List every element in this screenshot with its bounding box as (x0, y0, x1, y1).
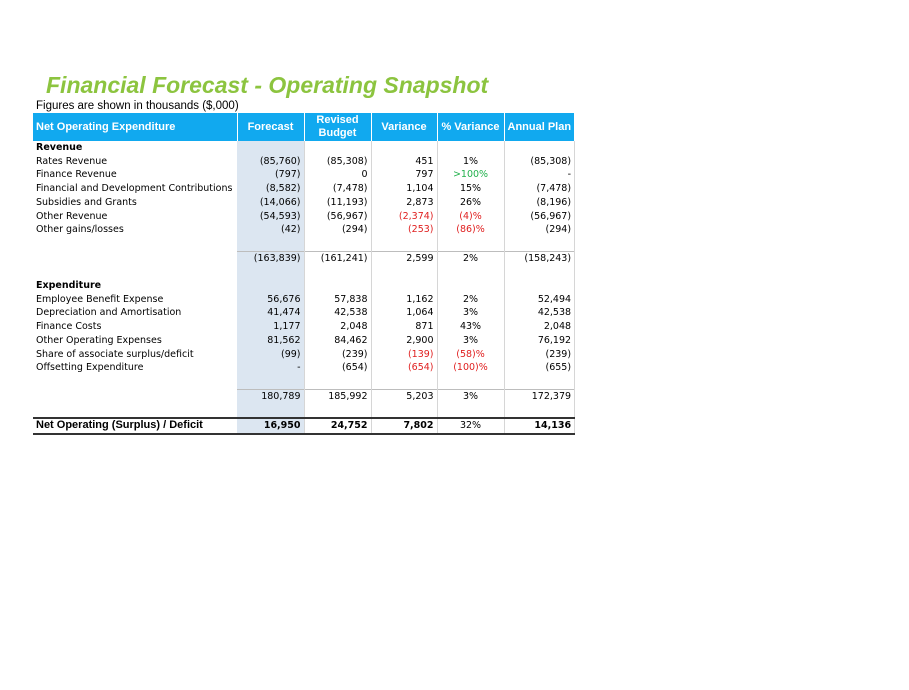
forecast-total-cell: 180,789 (237, 389, 304, 403)
revised-budget-total-cell: (161,241) (304, 251, 371, 265)
forecast-cell: 56,676 (237, 293, 304, 307)
section-label: Expenditure (36, 280, 102, 291)
forecast-cell: (54,593) (237, 210, 304, 224)
revised-budget-cell: (294) (304, 223, 371, 237)
page-subtitle: Figures are shown in thousands ($,000) (36, 100, 239, 112)
spacer-row (33, 403, 575, 418)
annual-plan-cell: (56,967) (504, 210, 575, 224)
column-header-pct-variance: % Variance (437, 113, 504, 141)
row-label: Offsetting Expenditure (36, 362, 144, 374)
forecast-cell: (42) (237, 223, 304, 237)
variance-cell: 2,873 (371, 196, 437, 210)
forecast-total-cell: (163,839) (237, 251, 304, 265)
annual-plan-cell: - (504, 168, 575, 182)
variance-cell: (253) (371, 223, 437, 237)
table-row (33, 196, 575, 210)
net-operating-label: Net Operating (Surplus) / Deficit (33, 418, 237, 434)
annual-plan-cell: (239) (504, 348, 575, 362)
table-row (33, 210, 575, 224)
table-row (33, 320, 575, 334)
net-operating-row (33, 418, 575, 434)
table-row (33, 168, 575, 182)
operating-snapshot-table (33, 113, 575, 435)
net-pct-variance-cell: 32% (437, 418, 504, 434)
forecast-cell: - (237, 361, 304, 375)
pct-variance-total-cell: 3% (437, 389, 504, 403)
variance-cell: 1,104 (371, 182, 437, 196)
row-label: Employee Benefit Expense (36, 293, 164, 305)
variance-cell: 871 (371, 320, 437, 334)
variance-cell: 1,064 (371, 306, 437, 320)
revised-budget-cell: (654) (304, 361, 371, 375)
variance-cell: 451 (371, 155, 437, 169)
table-row (33, 306, 575, 320)
annual-plan-cell: (85,308) (504, 155, 575, 169)
net-revised-budget-cell: 24,752 (304, 418, 371, 434)
section-heading-expenditure (33, 279, 575, 293)
pct-variance-cell: 3% (437, 306, 504, 320)
table-row (33, 223, 575, 237)
pct-variance-cell: 1% (437, 155, 504, 169)
revised-budget-cell: (7,478) (304, 182, 371, 196)
row-label: Subsidies and Grants (36, 196, 137, 208)
revised-budget-cell: (56,967) (304, 210, 371, 224)
pct-variance-cell: 15% (437, 182, 504, 196)
forecast-cell: (85,760) (237, 155, 304, 169)
table-row (33, 293, 575, 307)
row-label: Other Operating Expenses (36, 334, 162, 346)
forecast-cell: (99) (237, 348, 304, 362)
variance-cell: 2,900 (371, 334, 437, 348)
page-title: Financial Forecast - Operating Snapshot (46, 72, 489, 98)
row-label: Financial and Development Contributions (36, 183, 233, 195)
forecast-cell: (797) (237, 168, 304, 182)
table-header-row (33, 113, 575, 141)
pct-variance-cell: (100)% (437, 361, 504, 375)
annual-plan-cell: 42,538 (504, 306, 575, 320)
spacer-row (33, 265, 575, 279)
pct-variance-cell: (4)% (437, 210, 504, 224)
net-forecast-cell: 16,950 (237, 418, 304, 434)
annual-plan-total-cell: 172,379 (504, 389, 575, 403)
row-label: Rates Revenue (36, 155, 108, 167)
annual-plan-cell: (7,478) (504, 182, 575, 196)
revenue-total-row (33, 251, 575, 265)
revised-budget-cell: 0 (304, 168, 371, 182)
net-annual-plan-cell: 14,136 (504, 418, 575, 434)
revised-budget-cell: 2,048 (304, 320, 371, 334)
forecast-cell: 1,177 (237, 320, 304, 334)
row-label: Depreciation and Amortisation (36, 307, 182, 319)
pct-variance-total-cell: 2% (437, 251, 504, 265)
spacer-row (33, 237, 575, 251)
column-header-description: Net Operating Expenditure (33, 113, 237, 141)
revised-budget-cell: 57,838 (304, 293, 371, 307)
spacer-row (33, 375, 575, 389)
variance-cell: (139) (371, 348, 437, 362)
variance-cell: (2,374) (371, 210, 437, 224)
row-label: Other gains/losses (36, 224, 124, 236)
section-heading-revenue (33, 141, 575, 155)
variance-cell: 1,162 (371, 293, 437, 307)
variance-cell: 797 (371, 168, 437, 182)
revised-budget-total-cell: 185,992 (304, 389, 371, 403)
row-label: Finance Revenue (36, 169, 117, 181)
pct-variance-cell: 43% (437, 320, 504, 334)
row-label: Share of associate surplus/deficit (36, 348, 194, 360)
table-row (33, 348, 575, 362)
pct-variance-cell: (86)% (437, 223, 504, 237)
forecast-cell: (14,066) (237, 196, 304, 210)
pct-variance-cell: 3% (437, 334, 504, 348)
pct-variance-cell: 2% (437, 293, 504, 307)
column-header-variance: Variance (371, 113, 437, 141)
expenditure-total-row (33, 389, 575, 403)
annual-plan-cell: (655) (504, 361, 575, 375)
column-header-annual-plan: Annual Plan (504, 113, 575, 141)
revised-budget-cell: (239) (304, 348, 371, 362)
row-label: Finance Costs (36, 321, 102, 333)
forecast-cell: 81,562 (237, 334, 304, 348)
column-header-revised-budget: Revised Budget (304, 113, 371, 141)
annual-plan-cell: 52,494 (504, 293, 575, 307)
revised-budget-cell: (11,193) (304, 196, 371, 210)
variance-total-cell: 2,599 (371, 251, 437, 265)
revised-budget-cell: 42,538 (304, 306, 371, 320)
annual-plan-cell: (8,196) (504, 196, 575, 210)
row-label: Other Revenue (36, 210, 108, 222)
variance-cell: (654) (371, 361, 437, 375)
table-row (33, 155, 575, 169)
column-header-forecast: Forecast (237, 113, 304, 141)
forecast-cell: 41,474 (237, 306, 304, 320)
revised-budget-cell: (85,308) (304, 155, 371, 169)
revised-budget-cell: 84,462 (304, 334, 371, 348)
table-row (33, 361, 575, 375)
forecast-cell: (8,582) (237, 182, 304, 196)
pct-variance-cell: 26% (437, 196, 504, 210)
section-label: Revenue (36, 142, 83, 153)
table-row (33, 334, 575, 348)
net-variance-cell: 7,802 (371, 418, 437, 434)
annual-plan-cell: (294) (504, 223, 575, 237)
table-row (33, 182, 575, 196)
annual-plan-total-cell: (158,243) (504, 251, 575, 265)
annual-plan-cell: 2,048 (504, 320, 575, 334)
annual-plan-cell: 76,192 (504, 334, 575, 348)
pct-variance-cell: (58)% (437, 348, 504, 362)
pct-variance-cell: >100% (437, 168, 504, 182)
variance-total-cell: 5,203 (371, 389, 437, 403)
